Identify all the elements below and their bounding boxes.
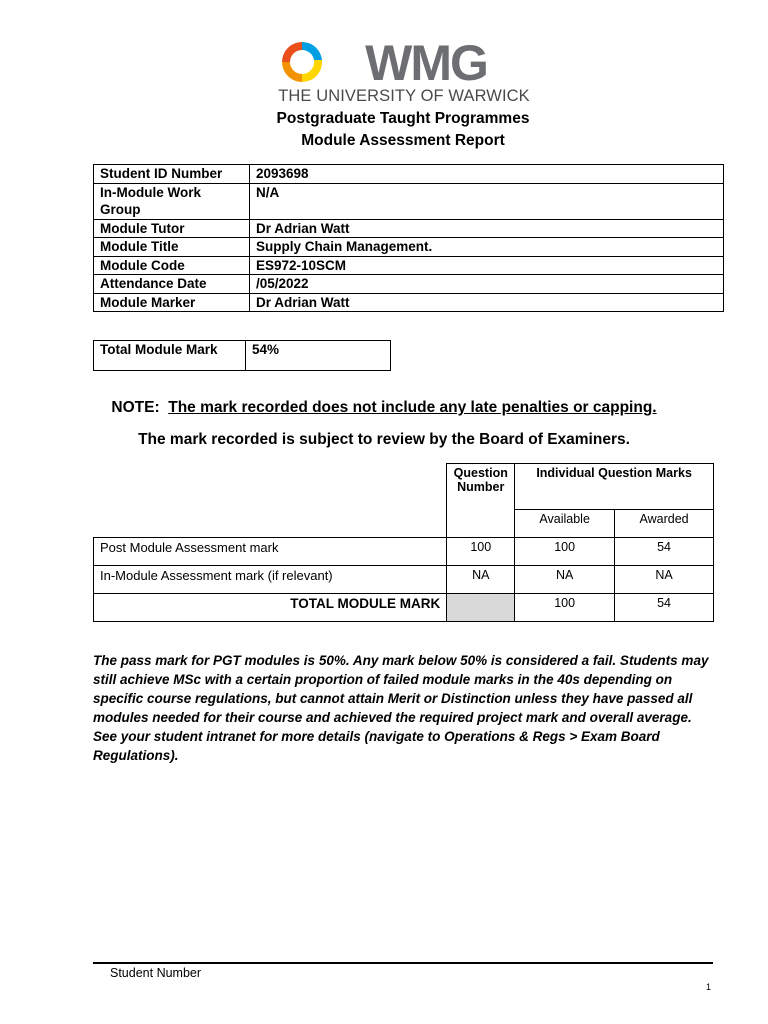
info-label: Module Marker — [94, 293, 250, 312]
row-awarded: 54 — [615, 538, 714, 566]
heading-programmes: Postgraduate Taught Programmes — [276, 110, 530, 127]
info-label: Student ID Number — [94, 165, 250, 184]
table-row — [94, 256, 724, 275]
individual-marks-header: Individual Question Marks — [515, 464, 714, 510]
page-number: 1 — [706, 982, 712, 992]
logo-subtitle: THE UNIVERSITY OF WARWICK — [278, 87, 530, 105]
info-label: Module Code — [94, 256, 250, 275]
pass-mark-note: The pass mark for PGT modules is 50%. Any mark below 50% is considered a fail. Students may still achieve MSc with a certain proportion of failed module marks in the 40s depending on specific course regulations, but cannot attain Merit or Distinction unless they have passed all modules needed for their course and achieved the required project mark and overall average. See your student intranet for more details (navigate to Operations & Regs > Exam Board Regulations). — [93, 653, 709, 763]
total-mark-box — [93, 340, 391, 371]
review-note: The mark recorded is subject to review by the Board of Examiners. — [138, 431, 630, 448]
note-line — [0, 399, 768, 417]
total-row-awarded: 54 — [615, 594, 714, 622]
info-label: Module Title — [94, 238, 250, 257]
row-question: 100 — [447, 538, 515, 566]
table-row — [94, 219, 724, 238]
info-value: Dr Adrian Watt — [250, 219, 724, 238]
info-value: ES972-10SCM — [250, 256, 724, 275]
table-row — [94, 275, 724, 294]
row-question: NA — [447, 566, 515, 594]
table-row — [94, 566, 714, 594]
note-prefix: NOTE: — [111, 399, 160, 416]
table-row — [94, 165, 724, 184]
info-value: 2093698 — [250, 165, 724, 184]
logo-wordmark: WMG — [365, 36, 487, 86]
info-value: N/A — [250, 183, 724, 219]
info-value: /05/2022 — [250, 275, 724, 294]
total-row — [94, 594, 714, 622]
row-available: 100 — [515, 538, 615, 566]
footer-divider — [93, 962, 713, 964]
wmg-logo — [276, 36, 532, 106]
table-row — [94, 293, 724, 312]
row-label: Post Module Assessment mark — [94, 538, 447, 566]
awarded-header: Awarded — [615, 510, 714, 538]
footer-student-number: Student Number — [110, 966, 202, 980]
table-row — [94, 238, 724, 257]
info-label: Attendance Date — [94, 275, 250, 294]
total-mark-label: Total Module Mark — [94, 341, 246, 371]
note-underlined: The mark recorded does not include any late penalties or capping. — [168, 399, 657, 416]
row-available: NA — [515, 566, 615, 594]
total-mark-value: 54% — [246, 341, 391, 371]
student-info-table — [93, 164, 724, 312]
info-value: Dr Adrian Watt — [250, 293, 724, 312]
total-row-question — [447, 594, 515, 622]
row-label: In-Module Assessment mark (if relevant) — [94, 566, 447, 594]
available-header: Available — [515, 510, 615, 538]
wmg-logo-mark — [276, 36, 532, 86]
info-label: Module Tutor — [94, 219, 250, 238]
table-row — [94, 183, 724, 219]
row-awarded: NA — [615, 566, 714, 594]
heading-report: Module Assessment Report — [301, 132, 505, 149]
info-value: Supply Chain Management. — [250, 238, 724, 257]
info-label: In-Module Work Group — [94, 183, 250, 219]
total-row-available: 100 — [515, 594, 615, 622]
total-row-label: TOTAL MODULE MARK — [94, 594, 447, 622]
question-number-header: Question Number — [447, 464, 515, 538]
marks-table — [93, 463, 714, 622]
table-row — [94, 538, 714, 566]
